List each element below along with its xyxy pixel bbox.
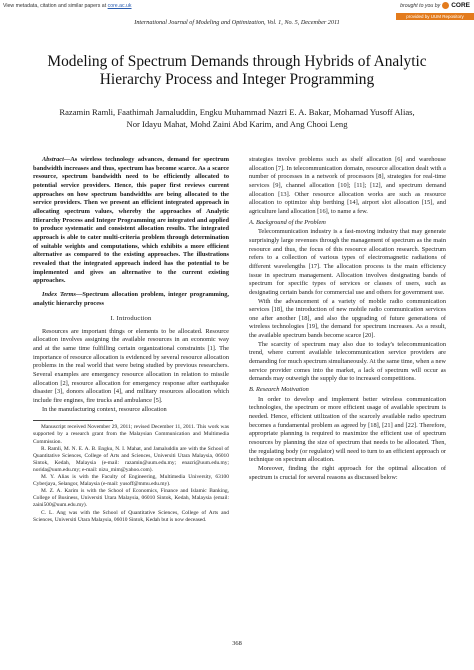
paper-title: Modeling of Spectrum Demands through Hybrids of Analytic Hierarchy Process and Integer Programming [47,53,427,88]
author-line-1: Razamin Ramli, Faathimah Jamaluddin, Engku Muhammad Nazri E. A. Bakar, Mohamad Yusoff Alias, [59,107,415,117]
core-brought-text: brought to you by [400,2,441,9]
author-list [40,107,434,130]
core-logo: CORE [451,2,470,9]
core-brand[interactable] [400,2,470,9]
core-link[interactable]: core.ac.uk [107,3,132,9]
journal-header: International Journal of Modeling and Optimization, Vol. 1, No. 5, December 2011 [134,19,340,26]
core-metadata-note [3,3,132,9]
abstract-label: Abstract [42,156,64,163]
abstract [33,156,229,286]
background-paragraph-2: With the advancement of a variety of mobile radio communication services [18], the introduction of new mobile radio communication services one after another [18], and also the upgrading of future generations of wireless technologies [19], the demand for spectrum increases. As a result, the available spectrum bands become scarce [20]. [249,297,446,340]
abstract-text: —As wireless technology advances, demand for spectrum bandwidth increases and thus, spectrum has become scarce. As a scarce resource, spectrum bandwidth need to be efficiently allocated to potential service providers. Hence, this paper first reviews current approaches on how spectrum bandwidths are being allocated to the service providers. Then we present an efficient integrated approach in allocating spectrum values, whereby the approaches of Analytic Hierarchy Process and Integer Programming are integrated and applied to produce systematic and consistent allocation results. The integrated approach is able to cater multi-criteria problem through determination of suitable weights and computations, which exhibits a more efficient alternative as compared to the existing approaches. The illustrations revealed that the integrated approach indeed has the potential to be implemented and gives an alternative to the current existing approaches. [33,156,229,285]
core-banner [0,0,474,14]
index-terms-label: Index Terms [42,290,76,298]
left-column [33,156,229,524]
footnote-author-karim: M. Z. A. Karim is with the School of Economics, Finance and Islamic Banking, College of Business, Universiti Utara Malaysia, 06010 Sintok, Kedah, Malaysia (email: zaini500@uum.edu.my). [33,488,229,509]
section-heading-introduction: I. Introduction [110,315,152,323]
subsection-heading-motivation: B. Research Motivation [249,386,309,394]
core-left-text: View metadata, citation and similar papers at [3,3,107,9]
footnote-manuscript: Manuscript received November 29, 2011; revised December 11, 2011. This work was supported by a research grant from the Malaysian Communication and Multimedia Commission. [33,424,229,445]
background-paragraph-3: The scarcity of spectrum may also due to today's telecommunication trend, where current available telecommunication service providers are demanding for much spectrum simultaneously. At the same time, when a new service provider comes into the market, a lack of spectrum will occur as demands may outweigh the supply due to increased competitions. [249,340,446,383]
core-logo-icon [442,2,449,9]
footnotes [33,424,229,523]
footnote-authors-uum: R. Ramli, M. N. E. A. B. Engku, N. I. Mahat, and Jamaluddin are with the School of Quantitative Sciences, College of Arts and Sciences, Universiti Utara Malaysia, 06010 Sintok, Kedah, Malaysia (e-mail: razamin@uum.edu.my; enazri@uum.edu.my; norida@uum.edu.my; e-mail: nizu_mim@yahoo.com). [33,445,229,473]
author-line-2: Nor Idayu Mahat, Mohd Zaini Abd Karim, and Ang Chooi Leng [126,118,348,129]
motivation-paragraph-1: In order to develop and implement better wireless communication technologies, the spectrum or more efficient usage of available spectrum is needed. Hence, efficient utilization of the scarcely available radio spectrum becomes a fundamental problem as agreed by [18], [21] and [22]. Therefore, appropriate planning is required to maximize the efficient use of spectrum resources by planning the size of spectrum that needs to be allocated. Then, the regulating body (or regulator) will need to turn to an efficient approach or technique on spectrum allocation. [249,395,446,464]
footnote-author-ang: C. L. Ang was with the School of Quantitative Sciences, College of Arts and Sciences, Universiti Utara Malaysia, 06010 Sintok, Kedah but is now deceased. [33,509,229,523]
footnote-author-mmu: M. Y. Alias is with the Faculty of Engineering, Multimedia University, 63100 Cyberjaya, Selangor, Malaysia (e-mail: yusoff@mmu.edu.my). [33,474,229,488]
page-number: 368 [232,640,242,647]
intro-continued-paragraph: strategies involve problems such as shelf allocation [6] and warehouse allocation [7]. In telecommunication domain, resource allocation dealt with a number of processes in a network of processors [8], strategies for real-time services [9], channel allocation [10]; [11]; [12], and spectrum demand allocation [13]. Other resource allocation works are such as resource allocation to optimize ship berthing [14], airport slot allocation [15], and agriculture land allocation [16], to name a few. [249,156,446,215]
index-terms [33,291,229,308]
motivation-paragraph-2: Moreover, finding the right approach for the optimal allocation of spectrum is crucial for several reasons as discussed below: [249,464,446,481]
core-provider-bar[interactable]: provided by UUM Repository [396,13,474,20]
subsection-heading-background: A. Background of the Problem [249,218,326,226]
intro-paragraph-2: In the manufacturing context, resource allocation [42,405,167,413]
background-paragraph-1: Telecommunication industry is a fast-moving industry that may generate surprisingly large revenues through the management of spectrum as the main resource and thus, the focus of this resource allocation research. Spectrum refers to a collection of various types of electromagnetic radiations of different wavelengths [17]. The allocation process is the main efficiency issue in spectrum management. Allocation involves designating bands of spectrum for specific types of services or classes of users, such as designating certain bands for commercial use and others for government use. [249,228,446,296]
footnote-divider [33,420,113,421]
right-column [249,156,446,482]
intro-paragraph-1: Resources are important things or elements to be allocated. Resource allocation involves assigning the available resources in an economic way and at the same time fulfilling certain organizational constraints [1]. The importance of resource allocation is evidenced by several resource allocation problems in the real world that were being studied by previous researchers. Several examples are emergency resource allocation in relation to missile allocation [2], resource allocation for emergency response after earthquake disaster [3], donors allocation [4], and military resources allocation which include fire engines, fire trucks and ambulance [5]. [33,327,229,405]
index-terms-text: —Spectrum allocation problem, integer programming, analytic hierarchy process [33,290,229,307]
